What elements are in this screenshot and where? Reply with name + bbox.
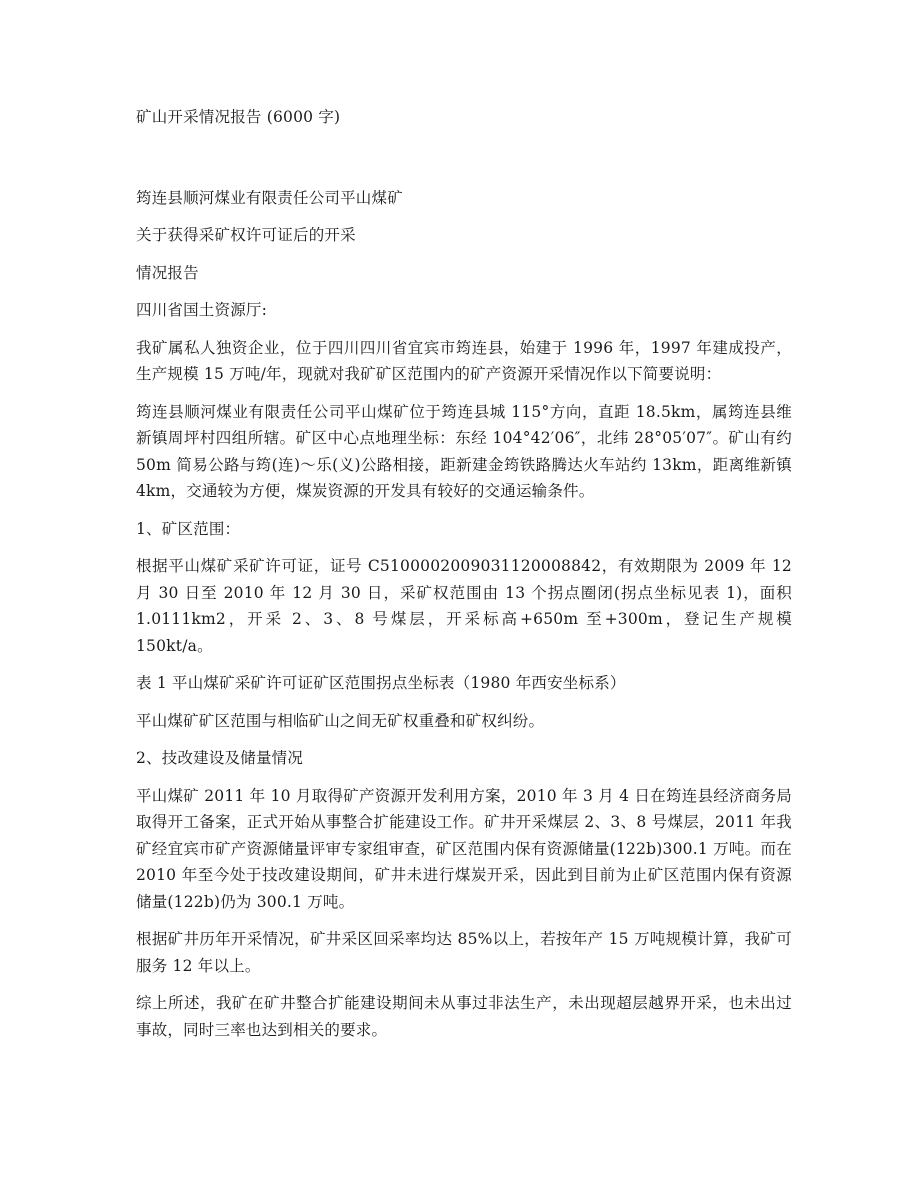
report-subtitle-line1: 关于获得采矿权许可证后的开采: [136, 226, 356, 244]
section-heading-reserves: 2、技改建设及储量情况: [136, 749, 304, 767]
company-name: 筠连县顺河煤业有限责任公司平山煤矿: [136, 188, 403, 207]
location-paragraph: 筠连县顺河煤业有限责任公司平山煤矿位于筠连县城 115°方向，直距 18.5km，属筠连县维新镇周坪村四组所辖。矿区中心点地理坐标：东经 104°42′06″，北纬 28°05′07″。矿山有约 50m 简易公路与筠(连)～乐(义)公路相接，距新建金筠铁路腾达火车站约 13km，距离维新镇 4km，交通较为方便，煤炭资源的开发具有较好的交通运输条件。: [136, 402, 792, 500]
intro-paragraph: 我矿属私人独资企业，位于四川四川省宜宾市筠连县，始建于 1996 年，1997 年建成投产，生产规模 15 万吨/年，现就对我矿矿区范围内的矿产资源开采情况作以下简要说明：: [136, 338, 792, 383]
document-title: 矿山开采情况报告 (6000 字): [136, 108, 341, 126]
service-life-paragraph: 根据矿井历年开采情况，矿井采区回采率均达 85%以上，若按年产 15 万吨规模计算，我矿可服务 12 年以上。: [136, 930, 792, 975]
table-caption: 表 1 平山煤矿采矿许可证矿区范围拐点坐标表（1980 年西安坐标系）: [136, 674, 626, 692]
summary-paragraph: 综上所述，我矿在矿井整合扩能建设期间未从事过非法生产，未出现超层越界开采，也未出过事故，同时三率也达到相关的要求。: [136, 994, 792, 1039]
document-page: [136, 104, 792, 1043]
license-paragraph: 根据平山煤矿采矿许可证，证号 C5100002009031120008842，有效期限为 2009 年 12 月 30 日至 2010 年 12 月 30 日，采矿权范围由 13 个拐点圈闭(拐点坐标见表 1)，面积 1.0111km2，开采 2、3、8 号煤层，开采标高+650m 至+300m，登记生产规模 150kt/a。: [136, 557, 792, 655]
report-subtitle-line2: 情况报告: [136, 263, 199, 282]
section-heading-mine-scope: 1、矿区范围：: [136, 519, 241, 538]
addressee: 四川省国土资源厅:: [136, 301, 268, 319]
no-dispute-paragraph: 平山煤矿矿区范围与相临矿山之间无矿权重叠和矿权纠纷。: [136, 711, 545, 730]
reserves-paragraph: 平山煤矿 2011 年 10 月取得矿产资源开发利用方案，2010 年 3 月 4 日在筠连县经济商务局取得开工备案，正式开始从事整合扩能建设工作。矿井开采煤层 2、3、8 号煤层，2011 年我矿经宜宾市矿产资源储量评审专家组审查，矿区范围内保有资源储量(122b)300.1 万吨。而在 2010 年至今处于技改建设期间，矿井未进行煤炭开采，因此到目前为止矿区范围内保有资源储量(122b)仍为 300.1 万吨。: [136, 786, 792, 911]
